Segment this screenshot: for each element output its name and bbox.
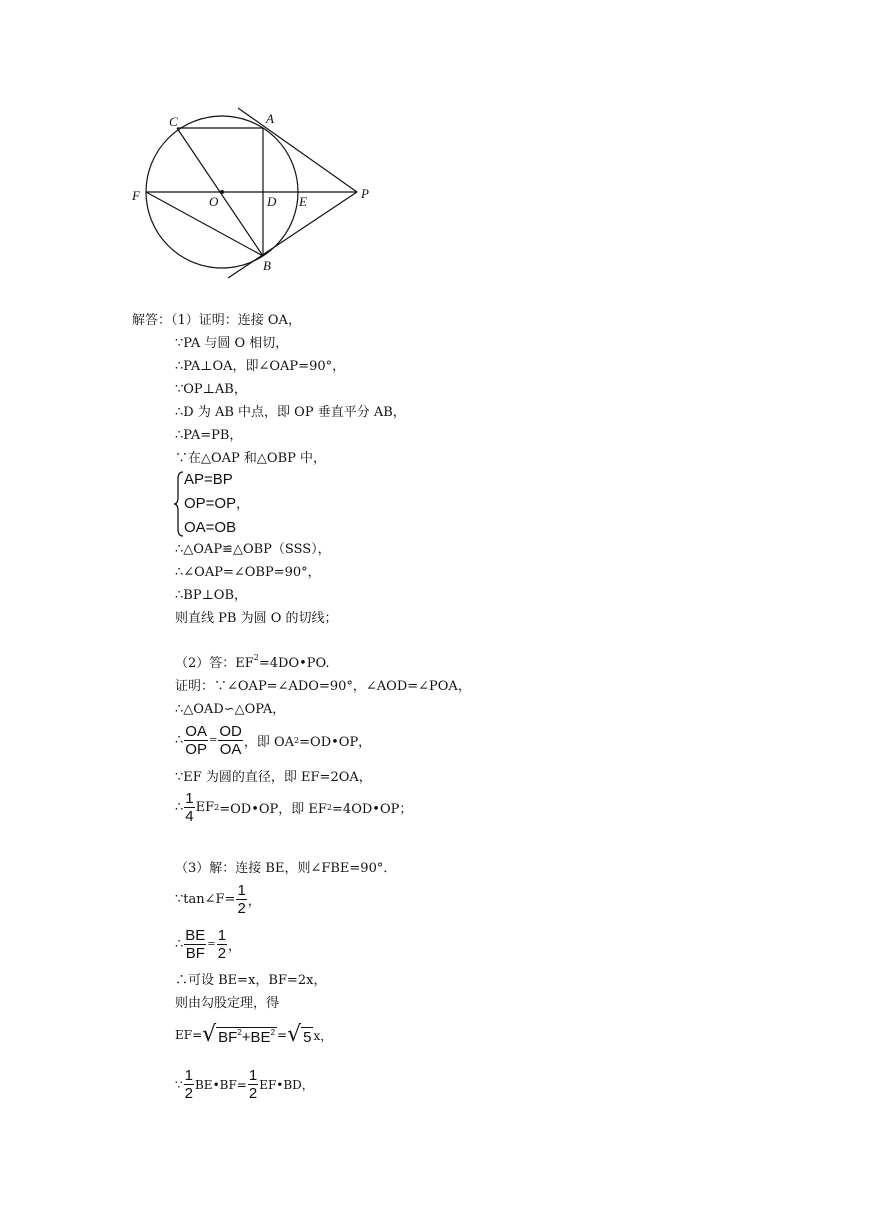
sqrt-five: √ 5 (287, 1022, 312, 1047)
system-eq-3: OA=OB (184, 519, 237, 536)
p3-tan-line: ∵tan∠F= $\frac{1}{2}$ ， (175, 882, 261, 917)
fraction-oa-op: $\frac{OA}{OP}$ (185, 723, 207, 758)
p1-line-2: ∴PA⊥OA，即∠OAP=90°， (175, 359, 346, 374)
p2-fraction-line: ∴ $\frac{OA}{OP}$ = $\frac{OD}{OA}$ ，即 OA 2 =OD•OP， (175, 723, 372, 758)
p1-line-5: ∴PA=PB， (175, 428, 243, 443)
p2-proof: 证明：∵∠OAP=∠ADO=90°，∠AOD=∠POA， (175, 679, 471, 694)
label-b: B (263, 258, 271, 273)
p1b-line-3: ∴BP⊥OB， (175, 588, 248, 603)
p3-pyth: 则由勾股定理，得 (175, 996, 280, 1011)
p1b-line-4: 则直线 PB 为圆 O 的切线； (175, 611, 338, 626)
center-dot (220, 190, 224, 194)
p1-line-3: ∵OP⊥AB， (175, 382, 247, 397)
label-o: O (209, 194, 219, 209)
p3-ratio-line: ∴ $\frac{BE}{BF}$ = $\frac{1}{2}$ ， (175, 927, 242, 962)
solution-heading: 解答：（1）证明：连接 OA， (132, 313, 301, 328)
system-comma: ， (236, 497, 250, 512)
label-d: D (267, 194, 277, 209)
tangent-pb (228, 192, 357, 278)
sqrt-bf-be: √ $BF^2+BE^2$ (202, 1022, 276, 1047)
p3-area-line: ∵ $\frac{1}{2}$ BE•BF= $\frac{1}{2}$ EF•BD， (175, 1067, 314, 1102)
fraction-one-half: $\frac{1}{2}$ (217, 927, 227, 962)
geometry-figure (125, 100, 385, 280)
p3-ef-line: EF= √ $BF^2+BE^2$ = √ 5 x， (175, 1022, 333, 1047)
chord-fb (146, 192, 263, 256)
p1-line-6: ∵在△OAP 和△OBP 中， (175, 451, 327, 466)
system-eq-1: AP=BP (184, 471, 233, 488)
fraction-tan: $\frac{1}{2}$ (237, 882, 246, 917)
circle-figure-lines (146, 108, 357, 278)
label-c: C (169, 114, 178, 129)
fraction-area-1: $\frac{1}{2}$ (184, 1067, 193, 1102)
label-f: F (132, 188, 140, 203)
fraction-be-bf: $\frac{BE}{BF}$ (185, 927, 206, 962)
p3-set: ∴可设 BE=x，BF=2x， (175, 973, 327, 988)
fraction-od-oa: $\frac{OD}{OA}$ (219, 723, 242, 758)
label-p: P (361, 186, 369, 201)
p2-diameter: ∵EF 为圆的直径，即 EF=2OA， (175, 770, 372, 785)
p3-heading: （3）解：连接 BE，则∠FBE=90°． (175, 861, 397, 876)
p1-line-4: ∴D 为 AB 中点，即 OP 垂直平分 AB， (175, 405, 406, 420)
p1b-line-2: ∴∠OAP=∠OBP=90°， (175, 565, 321, 580)
p1b-line-1: ∴△OAP≌△OBP（SSS）， (175, 542, 331, 557)
p1-line-1: ∵PA 与圆 O 相切， (175, 336, 289, 351)
system-eq-2: OP=OP， (184, 495, 250, 512)
label-e: E (299, 194, 307, 209)
p2-answer: （2）答：$EF^2=4DO•PO$. (175, 653, 330, 671)
fraction-area-2: $\frac{1}{2}$ (248, 1067, 258, 1102)
label-a: A (266, 111, 274, 126)
fraction-one-quarter: $\frac{1}{4}$ (185, 790, 194, 825)
p2-quarter-line: ∴ $\frac{1}{4}$ EF 2 =OD•OP，即 EF 2 =4OD•OP； (175, 790, 413, 825)
p2-similar: ∴△OAD∽△OPA， (175, 702, 286, 717)
